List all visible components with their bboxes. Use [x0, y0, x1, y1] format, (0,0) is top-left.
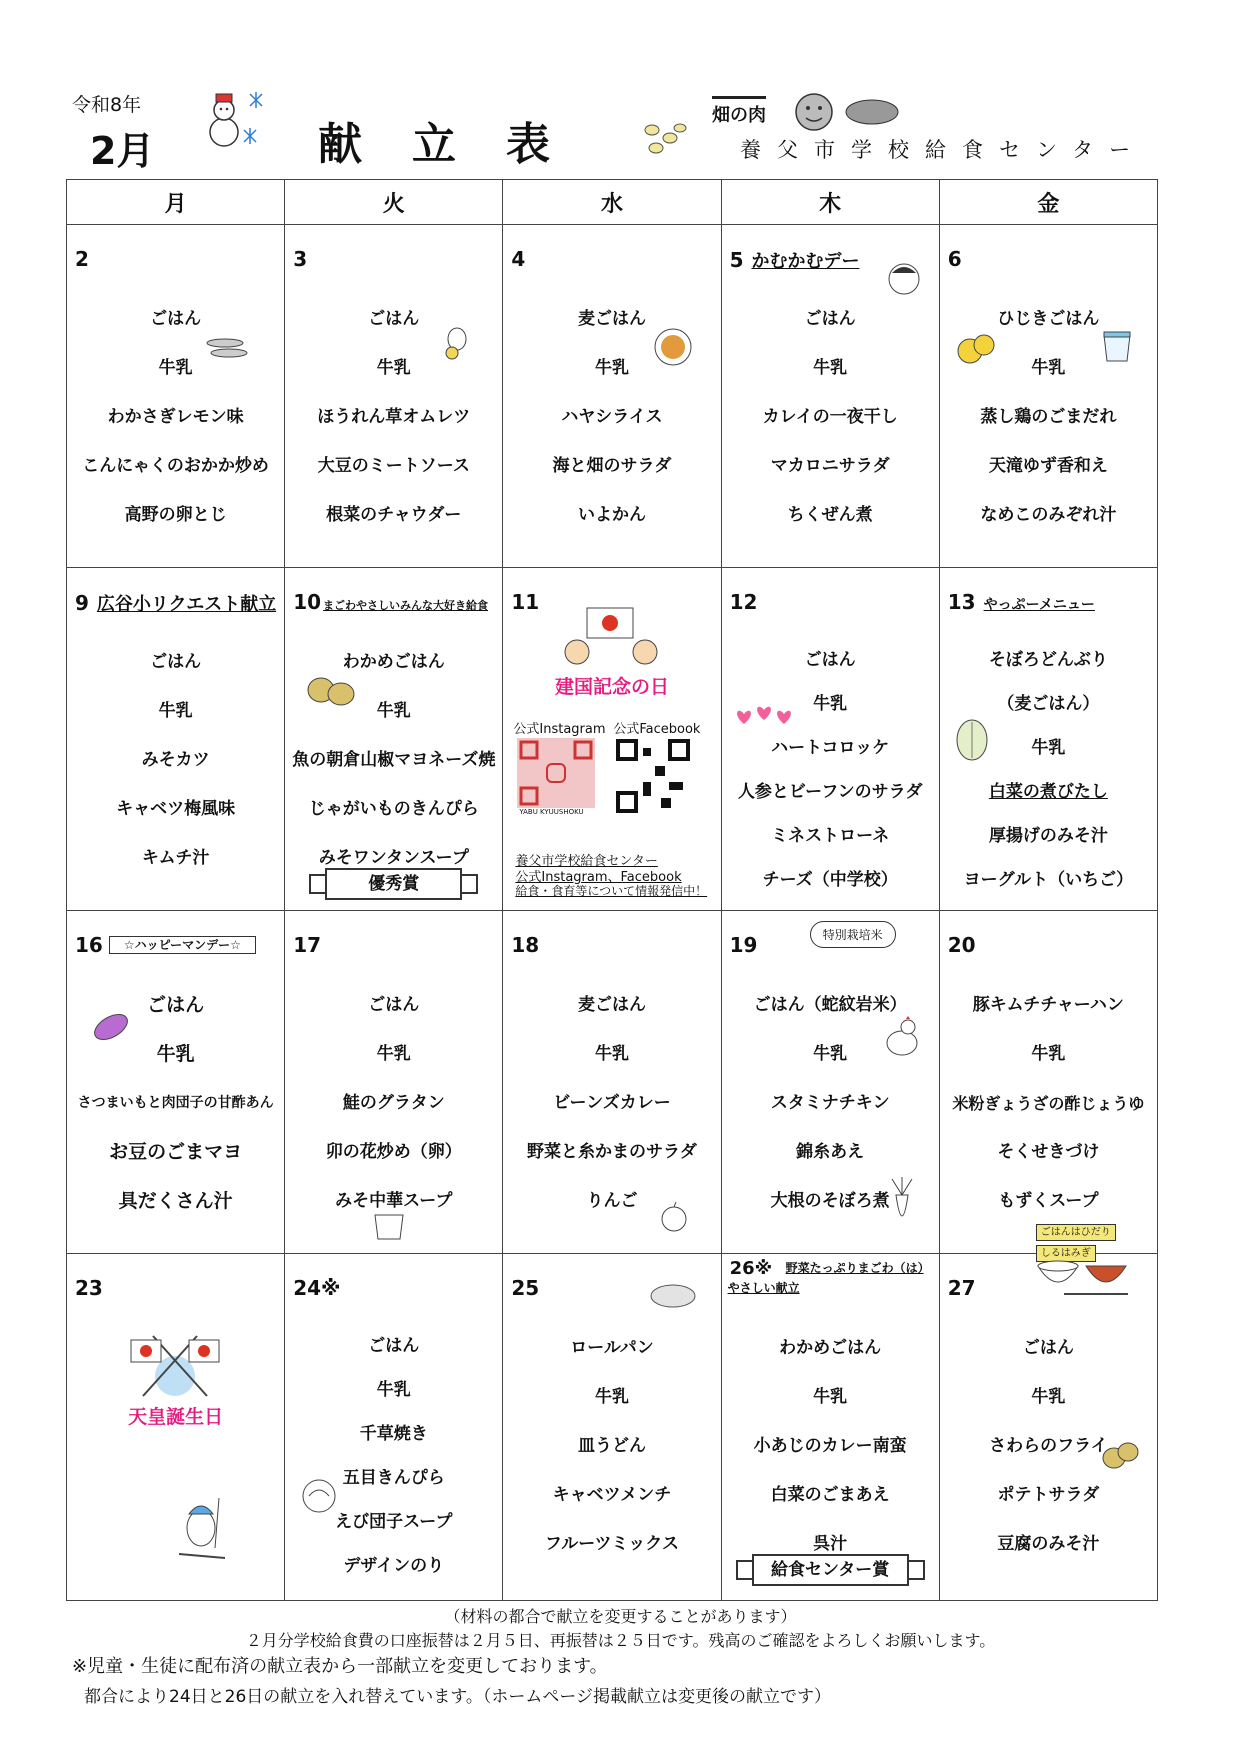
menu-item: じゃがいものきんぴら: [308, 799, 479, 819]
day-number: 17: [293, 933, 322, 957]
day-number: 20: [947, 933, 976, 957]
menu-item: ごはん: [368, 1336, 420, 1356]
day-cell: [67, 911, 285, 1254]
menu-item: わかめごはん: [342, 652, 445, 672]
day-number: 12: [729, 590, 758, 614]
menu-item: 具だくさん汁: [118, 1190, 233, 1212]
center-note-line: 給食・食育等について情報発信中！: [515, 884, 708, 898]
menu-item: 海と畑のサラダ: [552, 456, 672, 476]
menu-item: ごはん: [147, 994, 205, 1016]
menu-item: 麦ごはん: [577, 309, 646, 329]
day-number: 2: [75, 247, 89, 271]
menu-item: さわらのフライ: [989, 1436, 1108, 1456]
day-number: 26※: [729, 1258, 773, 1279]
menu-item: そぼろどんぶり: [988, 650, 1108, 670]
day-note: かむかむデー: [751, 251, 860, 272]
day-cell: [285, 225, 503, 568]
footer-change-notice: ※児童・生徒に配布済の献立表から一部献立を変更しております。: [72, 1656, 608, 1677]
day-number: 24※: [293, 1276, 341, 1300]
menu-item: 大豆のミートソース: [317, 456, 470, 476]
menu-item: えび団子スープ: [335, 1512, 453, 1532]
special-rice-bubble: 特別栽培米: [810, 921, 896, 948]
menu-item: ミネストローネ: [771, 826, 890, 846]
week-row: [67, 568, 1158, 911]
day-cell: [721, 568, 939, 911]
menu-item: 大根のそぼろ煮: [770, 1191, 890, 1211]
day-number: 9: [75, 591, 89, 615]
day-number: 16: [75, 933, 103, 957]
menu-item: ポテトサラダ: [997, 1485, 1100, 1505]
japan-flag-children-icon: [563, 606, 659, 668]
skiing-mascot-icon: [175, 1488, 231, 1560]
weekday-header-row: [67, 180, 1158, 225]
menu-item: キャベツ梅風味: [116, 799, 236, 819]
menu-item: 牛乳: [813, 1044, 848, 1064]
menu-item: お豆のごまマヨ: [109, 1141, 243, 1163]
day-cell: [503, 225, 721, 568]
menu-item: ごはん: [368, 995, 420, 1015]
day-cell: [503, 1254, 721, 1601]
menu-item: 牛乳: [158, 701, 193, 721]
award-ribbon: 優秀賞: [325, 868, 462, 900]
menu-item: 牛乳: [594, 358, 629, 378]
day-cell: [503, 911, 721, 1254]
day-cell: [939, 1227, 1157, 1601]
soybean-mascot-icon: [792, 88, 912, 138]
day-number: 4: [511, 247, 526, 271]
weekday-mon: 月: [67, 180, 285, 225]
day-number: 27: [947, 1276, 976, 1300]
menu-item: 牛乳: [813, 1387, 848, 1407]
day-number: 10: [293, 590, 322, 614]
menu-item: 牛乳: [376, 701, 411, 721]
day-cell: [67, 568, 285, 911]
menu-item: 錦糸あえ: [796, 1142, 865, 1162]
menu-item: 野菜と糸かまのサラダ: [527, 1142, 697, 1162]
menu-item: スタミナチキン: [770, 1093, 890, 1113]
instagram-label: 公式Instagram: [513, 722, 606, 737]
day-note: やっぷーメニュー: [983, 597, 1095, 613]
menu-item: 鮭のグラタン: [342, 1093, 445, 1113]
day-number: 23: [75, 1276, 103, 1300]
menu-item: ひじきごはん: [997, 309, 1100, 329]
menu-item: こんにゃくのおかか炒め: [82, 456, 269, 476]
menu-item: 牛乳: [813, 694, 848, 714]
menu-item: 牛乳: [1031, 1044, 1066, 1064]
menu-item: 豚キムチチャーハン: [972, 995, 1124, 1015]
center-note-line: 養父市学校給食センター: [515, 854, 658, 869]
menu-item: みそ中華スープ: [335, 1191, 453, 1211]
menu-item: 牛乳: [1031, 1387, 1066, 1407]
menu-item: （麦ごはん）: [997, 694, 1100, 714]
day-cell: [939, 911, 1157, 1254]
month-label: 2月: [90, 129, 155, 173]
menu-item: 高野の卵とじ: [124, 505, 227, 525]
menu-item: 天滝ゆず香和え: [988, 456, 1108, 476]
snowman-icon: [200, 86, 270, 156]
menu-item: 五目きんぴら: [342, 1468, 445, 1488]
facebook-qr-code[interactable]: [615, 738, 691, 814]
day-cell: [285, 568, 503, 911]
soup-right-tag: しるはみぎ: [1036, 1245, 1096, 1262]
menu-item: いよかん: [577, 505, 646, 525]
day-cell: [285, 1254, 503, 1601]
era-label: 令和8年: [72, 94, 142, 116]
menu-item: 卯の花炒め（卵）: [325, 1142, 462, 1162]
rice-and-soup-bowls-icon: [1034, 1254, 1130, 1298]
menu-item: ハートコロッケ: [771, 738, 890, 758]
menu-item: 小あじのカレー南蛮: [753, 1436, 907, 1456]
crossed-flags-icon: [127, 1332, 223, 1398]
day-note: 野菜たっぷりまごわ（は）やさしい献立: [727, 1261, 924, 1295]
weekday-fri: 金: [939, 180, 1157, 225]
day-cell: [939, 225, 1157, 568]
menu-calendar: [66, 179, 1158, 1601]
menu-item: 蒸し鶏のごまだれ: [980, 407, 1117, 427]
menu-item: 牛乳: [156, 1043, 195, 1065]
menu-item: 白菜の煮びたし: [988, 782, 1108, 802]
menu-item: 豆腐のみそ汁: [997, 1534, 1100, 1554]
center-note-line: 公式Instagram、Facebook: [515, 870, 682, 885]
week-row: [67, 1254, 1158, 1601]
menu-item: キムチ汁: [141, 848, 210, 868]
menu-item: 牛乳: [376, 1380, 411, 1400]
menu-item: ロールパン: [570, 1338, 654, 1358]
holiday-label: 天皇誕生日: [128, 1406, 224, 1428]
menu-item: 厚揚げのみそ汁: [988, 826, 1108, 846]
menu-item: ごはん: [150, 309, 202, 329]
menu-item: 人参とビーフンのサラダ: [737, 782, 923, 802]
day-cell: [67, 1254, 285, 1601]
menu-item: ごはん: [1022, 1338, 1074, 1358]
menu-item: 根菜のチャウダー: [326, 505, 462, 525]
menu-item: ごはん: [804, 650, 856, 670]
menu-item: 牛乳: [594, 1044, 629, 1064]
day-note: 広谷小リクエスト献立: [96, 594, 277, 615]
footer-notice: （材料の都合で献立を変更することがあります）: [444, 1607, 797, 1626]
day-number: 19: [729, 933, 758, 957]
menu-item: さつまいもと肉団子の甘酢あん: [77, 1095, 274, 1111]
day-number: 6: [947, 247, 962, 271]
menu-item: 牛乳: [594, 1387, 629, 1407]
day-number: 13: [947, 590, 976, 614]
menu-item: 白菜のごまあえ: [770, 1485, 890, 1505]
menu-item: ほうれん草オムレツ: [317, 407, 471, 427]
menu-item: 米粉ぎょうざの酢じょうゆ: [952, 1094, 1145, 1113]
holiday-label: 建国記念の日: [554, 676, 669, 698]
menu-item: チーズ（中学校）: [762, 870, 898, 890]
menu-item: 牛乳: [376, 358, 411, 378]
menu-item: 魚の朝倉山椒マヨネーズ焼: [292, 750, 496, 770]
menu-item: なめこのみぞれ汁: [980, 505, 1117, 525]
menu-item: ちくぜん煮: [787, 505, 873, 525]
day-cell: [939, 568, 1157, 911]
day-note: ☆ハッピーマンデー☆: [109, 936, 256, 954]
weekday-tue: 火: [285, 180, 503, 225]
menu-item: ごはん: [150, 652, 202, 672]
menu-item: ごはん: [804, 309, 856, 329]
menu-item: 皿うどん: [577, 1436, 646, 1456]
bread-roll-icon: [649, 1282, 697, 1310]
menu-item: マカロニサラダ: [770, 456, 890, 476]
menu-item: デザインのり: [343, 1556, 445, 1576]
qr-caption: YABU KYUUSHOKU: [519, 808, 584, 816]
menu-item: 牛乳: [158, 358, 193, 378]
menu-item: ハヤシライス: [561, 407, 663, 427]
menu-item: そくせきづけ: [997, 1142, 1100, 1162]
menu-item: もずくスープ: [998, 1191, 1099, 1211]
day-number: 3: [293, 247, 308, 271]
day-cell: [67, 225, 285, 568]
footer-swap-notice: 都合により24日と26日の献立を入れ替えています。（ホームページ掲載献立は変更後の献立です）: [84, 1687, 832, 1707]
day-number: 25: [511, 1276, 540, 1300]
menu-item: 牛乳: [1031, 738, 1066, 758]
menu-item: ごはん: [368, 309, 420, 329]
logo-text: 畑の肉: [712, 96, 766, 127]
menu-item: わかめごはん: [779, 1338, 882, 1358]
menu-item: みそワンタンスープ: [318, 848, 469, 868]
menu-item: フルーツミックス: [544, 1534, 680, 1554]
footer-payment-notice: ２月分学校給食費の口座振替は２月５日、再振替は２５日です。残高のご確認をよろしくお願いします。: [245, 1631, 996, 1650]
menu-item: キャベツメンチ: [552, 1485, 672, 1505]
day-cell: [721, 1254, 939, 1601]
chewing-face-icon: [884, 261, 924, 297]
menu-item: 千草焼き: [359, 1424, 428, 1444]
day-note: まごわやさしいみんな大好き給食: [323, 599, 489, 612]
menu-item: 牛乳: [376, 1044, 411, 1064]
menu-item: みそカツ: [141, 750, 210, 770]
day-cell: [721, 225, 939, 568]
day-cell: [285, 911, 503, 1254]
menu-item: 牛乳: [1031, 358, 1066, 378]
menu-item: ごはん（蛇紋岩米）: [753, 995, 907, 1015]
day-cell: [503, 568, 721, 911]
week-row: [67, 911, 1158, 1254]
page-title: 献立表: [318, 119, 600, 170]
menu-item: 牛乳: [813, 358, 848, 378]
facebook-label: 公式Facebook: [613, 722, 701, 737]
instagram-qr-code[interactable]: [517, 738, 595, 818]
menu-item: りんご: [586, 1191, 638, 1211]
day-number: 11: [511, 590, 540, 614]
soybeans-icon: [640, 120, 690, 156]
menu-item: ヨーグルト（いちご）: [963, 870, 1134, 890]
menu-item: ビーンズカレー: [553, 1093, 671, 1113]
menu-item: カレイの一夜干し: [762, 407, 898, 427]
menu-item: わかさぎレモン味: [107, 407, 244, 427]
weekday-wed: 水: [503, 180, 721, 225]
menu-item: 麦ごはん: [577, 995, 646, 1015]
day-number: 18: [511, 933, 540, 957]
award-ribbon: 給食センター賞: [752, 1554, 909, 1586]
day-cell: [721, 911, 939, 1254]
menu-item: 呉汁: [813, 1534, 848, 1554]
rice-left-tag: ごはんはひだり: [1036, 1224, 1116, 1241]
center-name: 養父市学校給食センター: [740, 138, 1147, 162]
weekday-thu: 木: [721, 180, 939, 225]
day-number: 5: [729, 248, 744, 272]
week-row: [67, 225, 1158, 568]
